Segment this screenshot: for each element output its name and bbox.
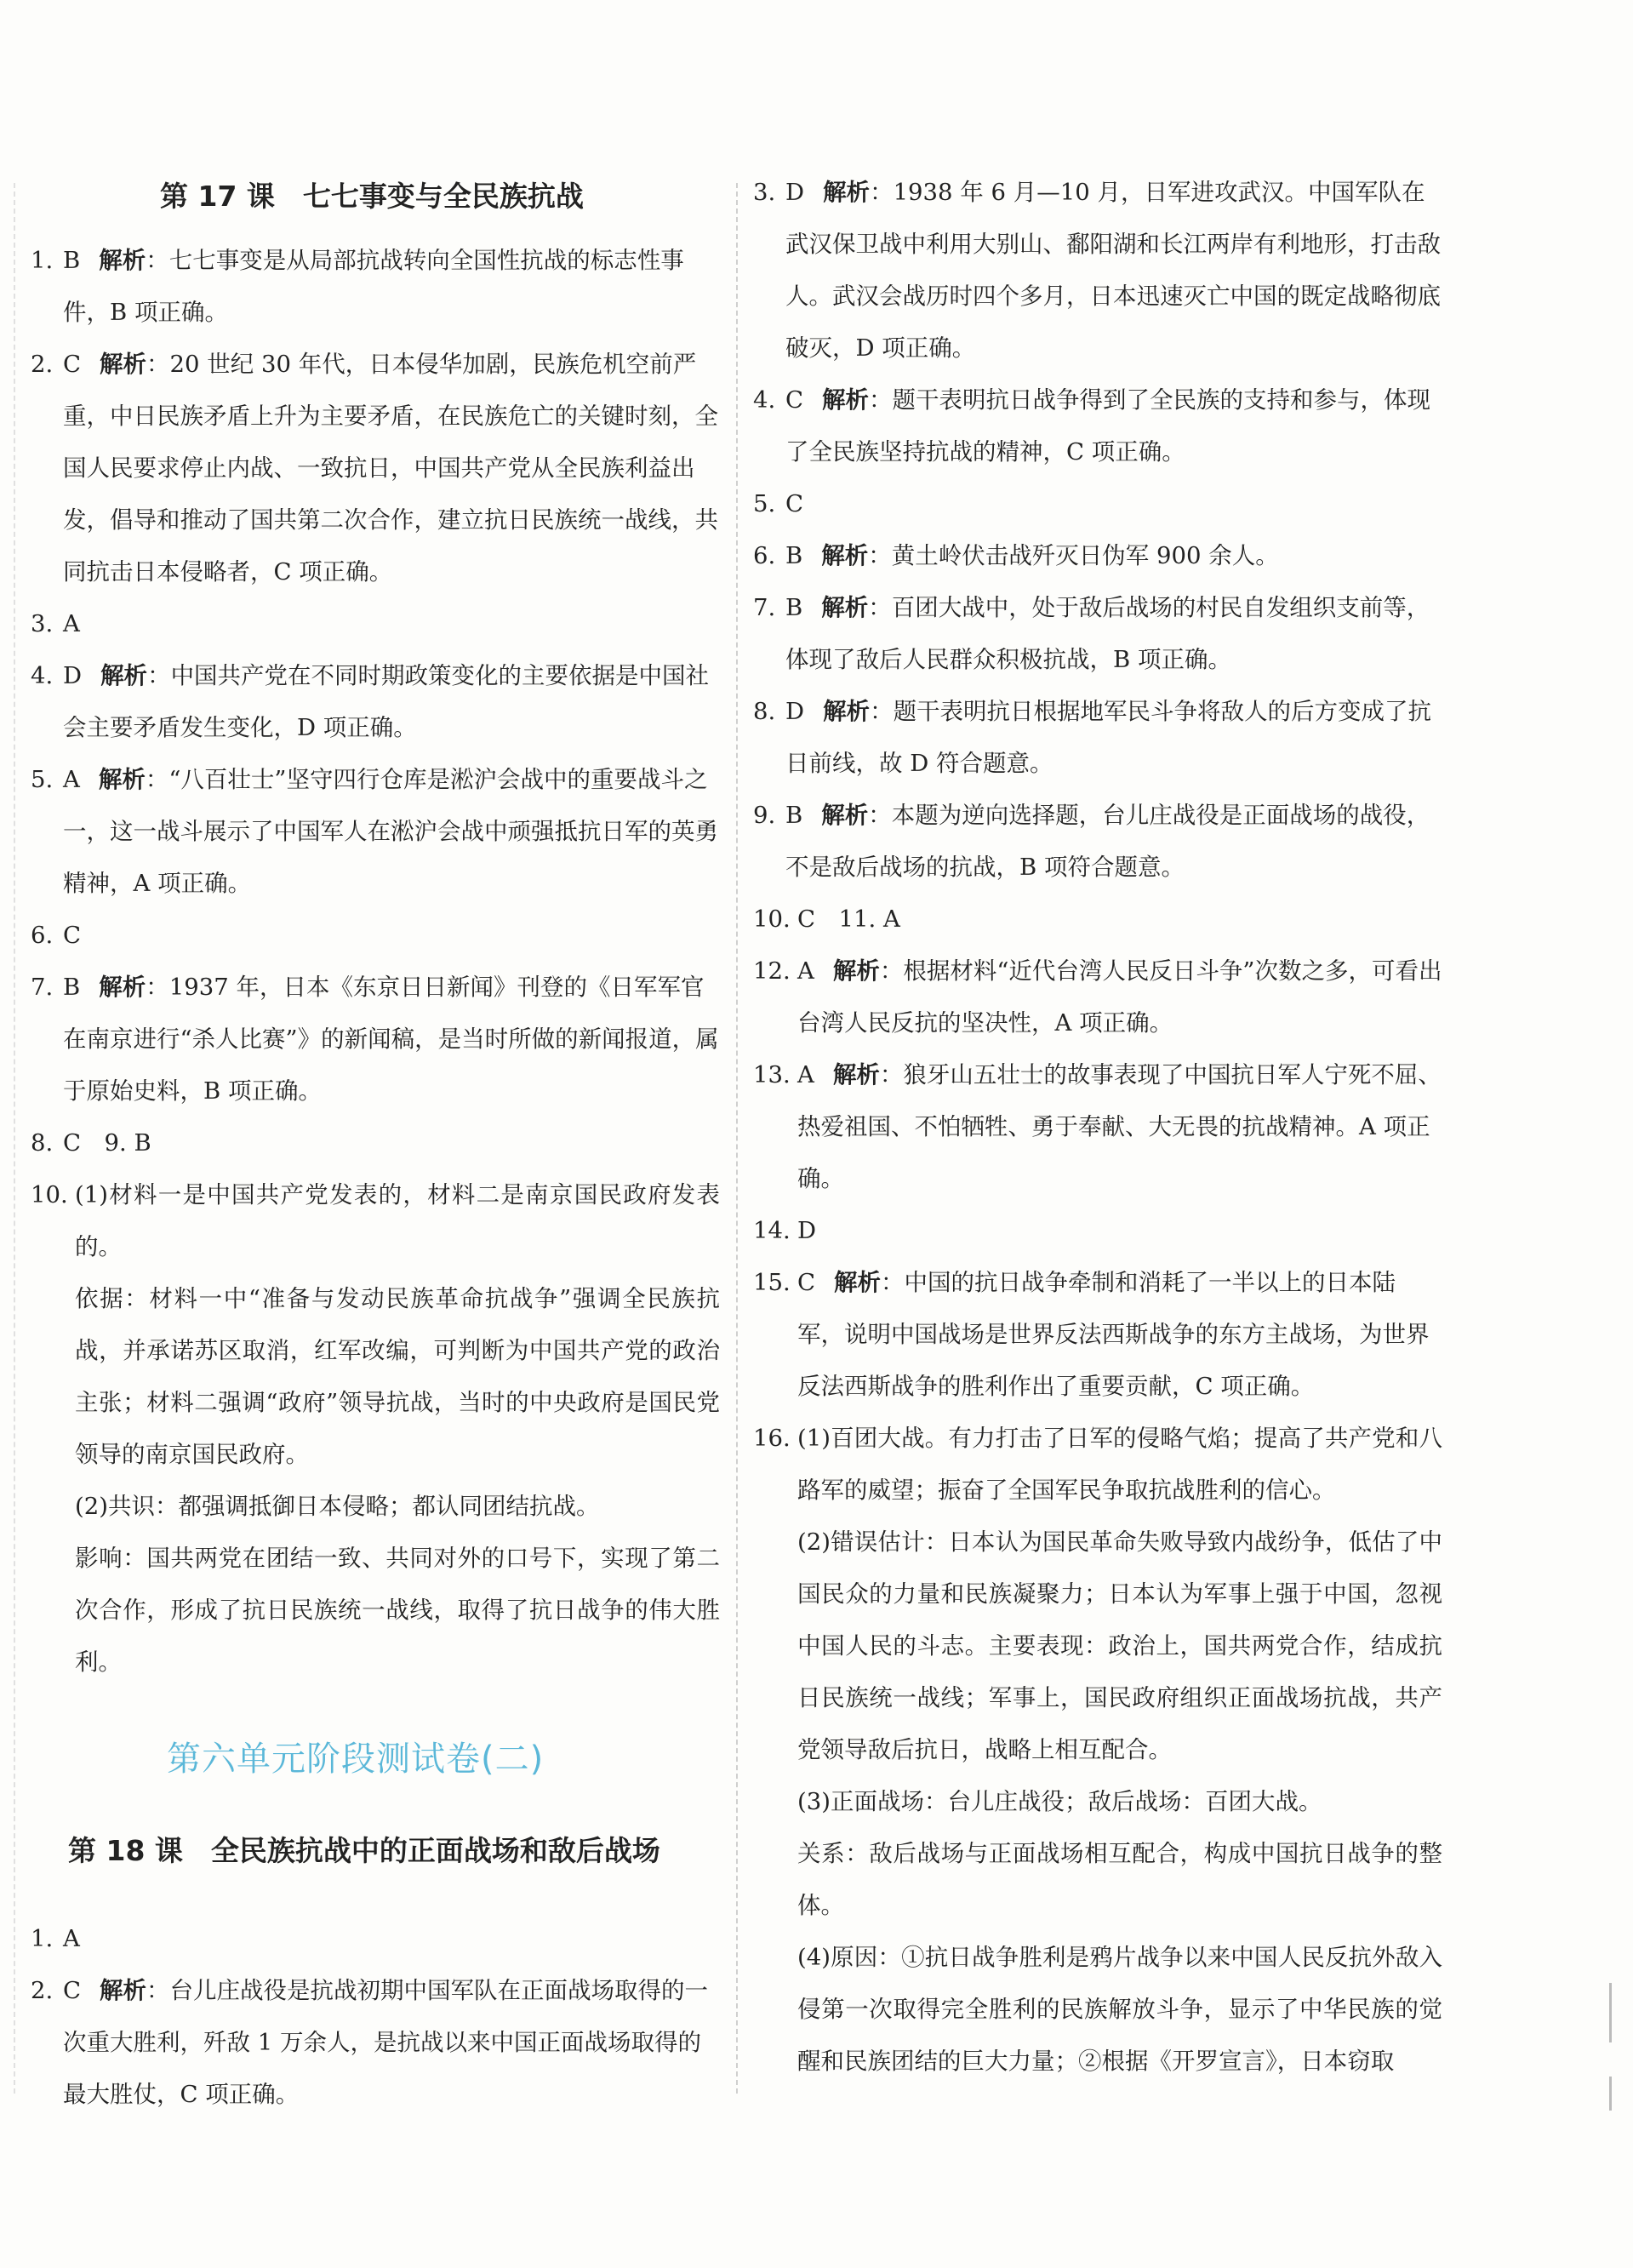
answer-number: 12. (753, 957, 791, 985)
analysis-text: 题干表明抗日根据地军民斗争将敌人的后方变成了抗日前线，故 D 符合题意。 (785, 698, 1432, 777)
answer-item: 1. B 解析：七七事变是从局部抗战转向全国性抗战的标志性事件，B 项正确。 (31, 235, 720, 339)
answer-item: 4. C 解析：题干表明抗日战争得到了全民族的支持和参与，体现了全民族坚持抗战的精神，C 项正确。 (753, 374, 1442, 478)
answer-number: 7. (753, 594, 776, 621)
analysis-label: 解析 (99, 247, 146, 274)
item-16-para-4: 关系：敌后战场与正面战场相互配合，构成中国抗日战争的整体。 (797, 1840, 1442, 1919)
analysis-text: 根据材料“近代台湾人民反日斗争”次数之多，可看出台湾人民反抗的坚决性，A 项正确。 (797, 957, 1442, 1037)
answer-number: 4. (31, 662, 54, 689)
answer-number: 6. (753, 542, 776, 569)
analysis-label: 解析 (832, 957, 880, 985)
left-margin-dash (14, 183, 15, 2094)
answer-item (31, 598, 720, 650)
left-answer-list (31, 235, 720, 1169)
analysis-text: 20 世纪 30 年代，日本侵华加剧，民族危机空前严重，中日民族矛盾上升为主要矛盾，在民族危亡的关键时刻，全国人民要求停止内战、一致抗日，中国共产党从全民族利益出发，倡导和推动了国共第二次合作，建立抗日民族统一战线，共同抗击日本侵略者，C 项正确。 (63, 351, 718, 586)
analysis-label: 解析 (821, 802, 869, 829)
answer-item: 15. C 解析：中国的抗日战争牵制和消耗了一半以上的日本陆军，说明中国战场是世界反法西斯战争的东方主战场，为世界反法西斯战争的胜利作出了重要贡献，C 项正确。 (753, 1257, 1442, 1413)
answer-number: 4. (753, 386, 776, 414)
answer-number: 15. (753, 1269, 791, 1296)
item-16-para-1: (1)百团大战。有力打击了日军的侵略气焰；提高了共产党和八路军的威望；振奋了全国军民争取抗战胜利的信心。 (797, 1425, 1442, 1504)
answer-choice: A (797, 1061, 814, 1088)
column-divider (736, 183, 738, 2094)
answer-choice: C (63, 351, 82, 378)
analysis-label: 解析 (98, 766, 146, 793)
left-column (31, 167, 720, 2121)
analysis-text: 百团大战中，处于敌后战场的村民自发组织支前等，体现了敌后人民群众积极抗战，B 项正确。 (785, 594, 1430, 673)
answer-number: 5. (753, 490, 776, 517)
analysis-label: 解析 (821, 542, 869, 569)
answer-number: 9. (753, 802, 776, 829)
answer-item: 2. C 解析：台儿庄战役是抗战初期中国军队在正面战场取得的一次重大胜利，歼敌 1 万余人，是抗战以来中国正面战场取得的最大胜仗，C 项正确。 (31, 1965, 720, 2121)
answer-choice: B (63, 974, 81, 1001)
answer-item: 5. A 解析：“八百壮士”坚守四行仓库是淞沪会战中的重要战斗之一，这一战斗展示了中国军人在淞沪会战中顽强抵抗日军的英勇精神，A 项正确。 (31, 754, 720, 910)
answer-number: 3. (31, 610, 54, 637)
item-10-para-1: (1)材料一是中国共产党发表的，材料二是南京国民政府发表的。 (75, 1181, 720, 1260)
answer-number: 2. (31, 351, 54, 378)
answer-number: 16. (753, 1425, 791, 1452)
analysis-label: 解析 (100, 1977, 147, 2004)
answer-item (753, 1205, 1442, 1257)
answer-item: 8. D 解析：题干表明抗日根据地军民斗争将敌人的后方变成了抗日前线，故 D 符合题意。 (753, 686, 1442, 790)
analysis-label: 解析 (834, 1269, 882, 1296)
analysis-text: 1938 年 6 月—10 月，日军进攻武汉。中国军队在武汉保卫战中利用大别山、鄱阳湖和长江两岸有利地形，打击敌人。武汉会战历时四个多月，日本迅速灭亡中国的既定战略彻底破灭，D 项正确。 (785, 179, 1441, 362)
page-edge-mark (1609, 1983, 1612, 2042)
analysis-text: 本题为逆向选择题，台儿庄战役是正面战场的战役，不是敌后战场的抗战，B 项符合题意。 (785, 802, 1430, 881)
answer-choice: B (785, 542, 803, 569)
answer-choice: D (797, 1217, 817, 1244)
answer-choice: D (63, 662, 83, 689)
answer-choice: C (63, 1977, 82, 2004)
answer-item: 7. B 解析：1937 年，日本《东京日日新闻》刊登的《日军军官在南京进行“杀人比赛”》的新闻稿，是当时所做的新闻报道，属于原始史料，B 项正确。 (31, 962, 720, 1117)
answer-item: 6. B 解析：黄土岭伏击战歼灭日伪军 900 余人。 (753, 530, 1442, 582)
answer-item: 13. A 解析：狼牙山五壮士的故事表现了中国抗日军人宁死不屈、热爱祖国、不怕牺牲、勇于奉献、大无畏的抗战精神。A 项正确。 (753, 1049, 1442, 1205)
answer-choice: A (63, 610, 80, 637)
right-column (753, 167, 1442, 2088)
analysis-text: “八百壮士”坚守四行仓库是淞沪会战中的重要战斗之一，这一战斗展示了中国军人在淞沪会战中顽强抵抗日军的英勇精神，A 项正确。 (63, 766, 718, 897)
answer-choice: A (63, 1925, 80, 1952)
analysis-label: 解析 (832, 1061, 880, 1088)
analysis-label: 解析 (100, 351, 147, 378)
answer-choice: A (63, 766, 80, 793)
item-10-para-4: 影响：国共两党在团结一致、共同对外的口号下，实现了第二次合作，形成了抗日民族统一战线，取得了抗日战争的伟大胜利。 (75, 1545, 720, 1676)
item-10-para-3: (2)共识：都强调抵御日本侵略；都认同团结抗战。 (75, 1493, 600, 1520)
answer-item (31, 1117, 720, 1169)
answer-choice: D (785, 179, 805, 206)
analysis-label: 解析 (823, 179, 871, 206)
item-10-para-2: 依据：材料一中“准备与发动民族革命抗战争”强调全民族抗战，并承诺苏区取消，红军改编，可判断为中国共产党的政治主张；材料二强调“政府”领导抗战，当时的中央政府是国民党领导的南京国民政府。 (75, 1285, 720, 1468)
page-edge-mark (1609, 2077, 1612, 2111)
analysis-text: 七七事变是从局部抗战转向全国性抗战的标志性事件，B 项正确。 (63, 247, 684, 326)
analysis-label: 解析 (821, 594, 869, 621)
analysis-text: 1937 年，日本《东京日日新闻》刊登的《日军军官在南京进行“杀人比赛”》的新闻稿，是当时所做的新闻报道，属于原始史料，B 项正确。 (63, 974, 719, 1105)
lesson-17-title: 第 17 课 七七事变与全民族抗战 (160, 180, 584, 213)
answer-item (31, 1913, 720, 1965)
analysis-label: 解析 (100, 662, 148, 689)
analysis-text: 题干表明抗日战争得到了全民族的支持和参与，体现了全民族坚持抗战的精神，C 项正确。 (785, 386, 1431, 466)
item-16-para-3: (3)正面战场：台儿庄战役；敌后战场：百团大战。 (797, 1788, 1322, 1815)
analysis-label: 解析 (822, 386, 870, 414)
answer-number: 2. (31, 1977, 54, 2004)
answer-item: 4. D 解析：中国共产党在不同时期政策变化的主要依据是中国社会主要矛盾发生变化，D 项正确。 (31, 650, 720, 754)
analysis-label: 解析 (99, 974, 146, 1001)
answer-choice: C (785, 490, 804, 517)
answer-item-10 (31, 1169, 720, 1688)
answer-number: 10. (753, 905, 791, 933)
answer-number: 8. (31, 1129, 54, 1157)
answer-choice: C (63, 922, 82, 949)
answer-item: 9. B 解析：本题为逆向选择题，台儿庄战役是正面战场的战役，不是敌后战场的抗战，B 项符合题意。 (753, 790, 1442, 894)
answer-choice: B (785, 802, 803, 829)
unit-test-title: 第六单元阶段测试卷(二) (167, 1740, 545, 1779)
answer-item: 2. C 解析：20 世纪 30 年代，日本侵华加剧，民族危机空前严重，中日民族矛盾上升为主要矛盾，在民族危亡的关键时刻，全国人民要求停止内战、一致抗日，中国共产党从全民族利益出发，倡导和推动了国共第二次合作，建立抗日民族统一战线，共同抗击日本侵略者，C 项正确。 (31, 339, 720, 598)
answer-number: 1. (31, 247, 54, 274)
left-answer-list-2 (31, 1913, 720, 2121)
answer-item-16 (753, 1413, 1442, 2088)
answer-choice: C 11. A (797, 905, 900, 933)
right-answer-list (753, 167, 1442, 1413)
answer-item: 7. B 解析：百团大战中，处于敌后战场的村民自发组织支前等，体现了敌后人民群众积极抗战，B 项正确。 (753, 582, 1442, 686)
analysis-text: 狼牙山五壮士的故事表现了中国抗日军人宁死不屈、热爱祖国、不怕牺牲、勇于奉献、大无畏的抗战精神。A 项正确。 (797, 1061, 1442, 1192)
lesson-18-title: 第 18 课 全民族抗战中的正面战场和敌后战场 (68, 1834, 660, 1867)
answer-number: 13. (753, 1061, 791, 1088)
answer-number: 7. (31, 974, 54, 1001)
item-16-para-5: (4)原因：①抗日战争胜利是鸦片战争以来中国人民反抗外敌入侵第一次取得完全胜利的民族解放斗争，显示了中华民族的觉醒和民族团结的巨大力量；②根据《开罗宣言》，日本窃取 (797, 1944, 1442, 2075)
answer-item (31, 910, 720, 962)
answer-number: 14. (753, 1217, 791, 1244)
answer-number: 6. (31, 922, 54, 949)
answer-choice: B (785, 594, 803, 621)
answer-item: 12. A 解析：根据材料“近代台湾人民反日斗争”次数之多，可看出台湾人民反抗的坚决性，A 项正确。 (753, 945, 1442, 1049)
analysis-text: 台儿庄战役是抗战初期中国军队在正面战场取得的一次重大胜利，歼敌 1 万余人，是抗战以来中国正面战场取得的最大胜仗，C 项正确。 (63, 1977, 709, 2108)
answer-item (753, 478, 1442, 530)
analysis-text: 中国共产党在不同时期政策变化的主要依据是中国社会主要矛盾发生变化，D 项正确。 (63, 662, 710, 741)
answer-number: 10. (31, 1181, 68, 1208)
answer-number: 3. (753, 179, 776, 206)
answer-choice: C 9. B (63, 1129, 151, 1157)
answer-choice: A (797, 957, 814, 985)
analysis-text: 中国的抗日战争牵制和消耗了一半以上的日本陆军，说明中国战场是世界反法西斯战争的东方主战场，为世界反法西斯战争的胜利作出了重要贡献，C 项正确。 (797, 1269, 1430, 1400)
answer-number: 8. (753, 698, 776, 725)
analysis-label: 解析 (823, 698, 871, 725)
analysis-text: 黄土岭伏击战歼灭日伪军 900 余人。 (891, 542, 1279, 569)
answer-number: 1. (31, 1925, 54, 1952)
item-16-para-2: (2)错误估计：日本认为国民革命失败导致内战纷争，低估了中国民众的力量和民族凝聚力；日本认为军事上强于中国，忽视中国人民的斗志。主要表现：政治上，国共两党合作，结成抗日民族统一战线；军事上，国民政府组织正面战场抗战，共产党领导敌后抗日，战略上相互配合。 (797, 1528, 1442, 1763)
answer-number: 5. (31, 766, 54, 793)
answer-item: 3. D 解析：1938 年 6 月—10 月，日军进攻武汉。中国军队在武汉保卫战中利用大别山、鄱阳湖和长江两岸有利地形，打击敌人。武汉会战历时四个多月，日本迅速灭亡中国的既定战略彻底破灭，D 项正确。 (753, 167, 1442, 374)
answer-choice: B (63, 247, 81, 274)
answer-choice: C (797, 1269, 816, 1296)
answer-item (753, 894, 1442, 945)
answer-choice: C (785, 386, 804, 414)
answer-choice: D (785, 698, 805, 725)
